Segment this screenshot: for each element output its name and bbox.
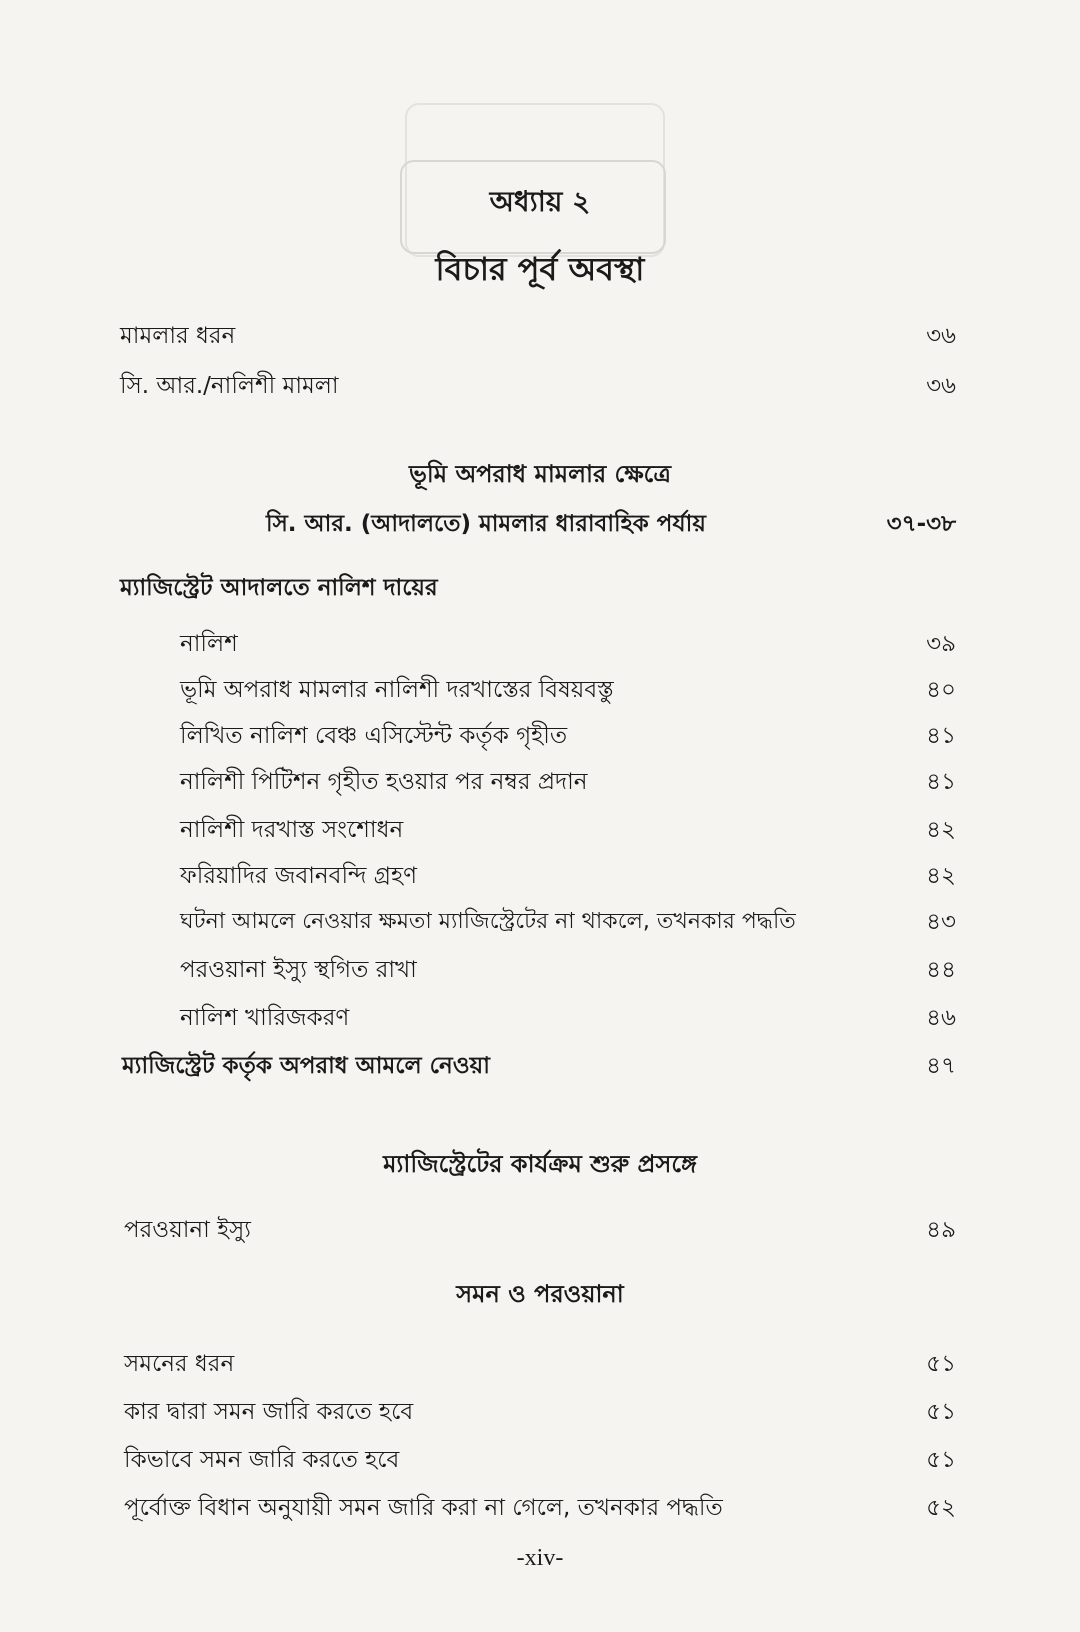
entry-page: ৫১: [926, 1351, 956, 1377]
toc-entry: [0, 858, 1080, 894]
entry-page: ৪১: [926, 769, 956, 795]
entry-label: নালিশী দরখাস্ত সংশোধন: [180, 817, 404, 843]
toc-entry: [0, 368, 1080, 404]
entry-page: ৪১: [926, 723, 956, 749]
toc-entry: [0, 1394, 1080, 1430]
entry-label: পরওয়ানা ইস্যু স্থগিত রাখা: [180, 957, 417, 983]
entry-label: নালিশ খারিজকরণ: [180, 1005, 350, 1031]
entry-label: পরওয়ানা ইস্যু: [124, 1217, 251, 1243]
toc-entry: [0, 672, 1080, 708]
toc-entry: [0, 318, 1080, 354]
entry-page: ৩৬: [926, 323, 956, 349]
chapter-title: বিচার পূর্ব অবস্থা: [435, 250, 645, 288]
entry-page: ৫২: [926, 1495, 956, 1521]
entry-label: ফরিয়াদির জবানবন্দি গ্রহণ: [180, 863, 418, 889]
toc-entry: [0, 1442, 1080, 1478]
toc-entry: [0, 1212, 1080, 1248]
entry-label: ভূমি অপরাধ মামলার নালিশী দরখাস্তের বিষয়বস্তু: [180, 677, 614, 703]
entry-label: মামলার ধরন: [120, 323, 236, 349]
entry-label: নালিশী পিটিশন গৃহীত হওয়ার পর নম্বর প্রদান: [180, 769, 588, 795]
toc-entry: [0, 952, 1080, 988]
toc-entry: [0, 1048, 1080, 1084]
entry-page: ৩৬: [926, 373, 956, 399]
entry-page: ৫১: [926, 1447, 956, 1473]
entry-page: ৩৭-৩৮: [886, 511, 956, 537]
toc-entry: [0, 1490, 1080, 1526]
entry-label: লিখিত নালিশ বেঞ্চ এসিস্টেন্ট কর্তৃক গৃহীত: [180, 723, 568, 749]
group-heading-label: ম্যাজিস্ট্রেট আদালতে নালিশ দায়ের: [120, 575, 438, 601]
entry-page: ৪৪: [926, 957, 956, 983]
toc-entry: [0, 904, 1080, 940]
toc-entry: [0, 626, 1080, 662]
entry-label: ম্যাজিস্ট্রেট কর্তৃক অপরাধ আমলে নেওয়া: [122, 1053, 490, 1079]
toc-entry: [0, 1346, 1080, 1382]
toc-entry: [0, 764, 1080, 800]
entry-page: ৪০: [926, 677, 956, 703]
chapter-heading: অধ্যায় ২: [489, 185, 591, 218]
entry-label: সি. আর./নালিশী মামলা: [120, 373, 339, 399]
entry-page: ৪৯: [926, 1217, 956, 1243]
entry-label: সমনের ধরন: [124, 1351, 235, 1377]
toc-entry: [0, 506, 1080, 542]
entry-label: ঘটনা আমলে নেওয়ার ক্ষমতা ম্যাজিস্ট্রেটের না থাকলে, তখনকার পদ্ধতি: [180, 909, 796, 934]
entry-page: ৪৬: [926, 1005, 956, 1031]
entry-label: সি. আর. (আদালতে) মামলার ধারাবাহিক পর্যায়: [266, 511, 706, 537]
entry-page: ৪২: [926, 817, 956, 843]
entry-label: কার দ্বারা সমন জারি করতে হবে: [124, 1399, 414, 1425]
section-heading: ভূমি অপরাধ মামলার ক্ষেত্রে: [409, 460, 671, 488]
section-heading: ম্যাজিস্ট্রেটের কার্যক্রম শুরু প্রসঙ্গে: [383, 1150, 697, 1178]
entry-page: ৩৯: [926, 631, 956, 657]
group-heading: [0, 570, 1080, 606]
entry-page: ৪২: [926, 863, 956, 889]
entry-page: ৫১: [926, 1399, 956, 1425]
entry-label: নালিশ: [180, 631, 238, 657]
toc-entry: [0, 1000, 1080, 1036]
entry-page: ৪৭: [926, 1053, 956, 1079]
entry-page: ৪৩: [926, 909, 956, 935]
toc-entry: [0, 718, 1080, 754]
toc-entry: [0, 812, 1080, 848]
page-number: -xiv-: [516, 1545, 564, 1571]
entry-label: কিভাবে সমন জারি করতে হবে: [124, 1447, 400, 1473]
section-heading: সমন ও পরওয়ানা: [456, 1280, 624, 1308]
entry-label: পূর্বোক্ত বিধান অনুযায়ী সমন জারি করা না গেলে, তখনকার পদ্ধতি: [124, 1495, 723, 1521]
